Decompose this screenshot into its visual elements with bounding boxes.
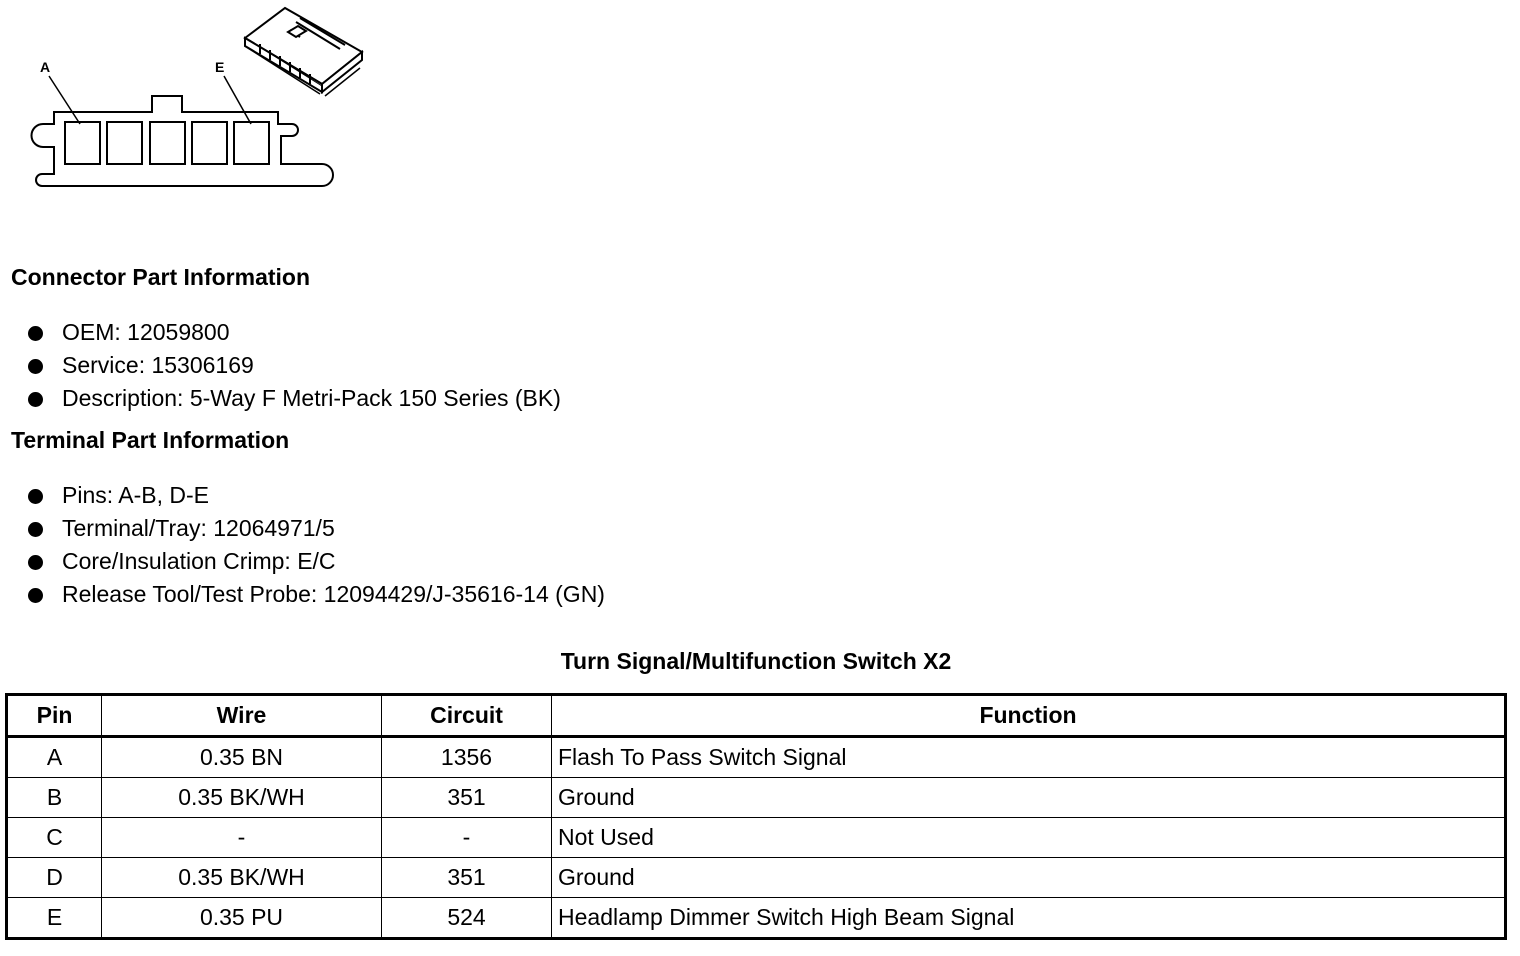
cell-circuit: - <box>382 818 552 858</box>
cell-wire: 0.35 PU <box>102 898 382 939</box>
table-row <box>7 778 1506 818</box>
bullet-icon <box>28 522 43 537</box>
list-item <box>28 545 605 578</box>
terminal-part-info-heading: Terminal Part Information <box>11 427 290 453</box>
pin-cavity-a <box>65 122 100 164</box>
cell-pin: E <box>7 898 102 939</box>
column-header-function: Function <box>552 695 1506 737</box>
cell-circuit: 351 <box>382 778 552 818</box>
list-item-text: OEM: 12059800 <box>62 319 230 345</box>
cell-function: Headlamp Dimmer Switch High Beam Signal <box>552 898 1506 939</box>
list-item <box>28 382 561 415</box>
table-header-row <box>7 695 1506 737</box>
bullet-icon <box>28 326 43 341</box>
cell-circuit: 351 <box>382 858 552 898</box>
table-title: Turn Signal/Multifunction Switch X2 <box>560 648 952 674</box>
list-item <box>28 316 561 349</box>
cell-function: Flash To Pass Switch Signal <box>552 737 1506 778</box>
cell-pin: A <box>7 737 102 778</box>
table-row <box>7 858 1506 898</box>
cell-circuit: 524 <box>382 898 552 939</box>
cell-function: Ground <box>552 858 1506 898</box>
cell-function: Not Used <box>552 818 1506 858</box>
terminal-part-info-list <box>28 479 605 611</box>
pin-cavity-c <box>150 122 185 164</box>
cell-wire: 0.35 BK/WH <box>102 858 382 898</box>
list-item <box>28 578 605 611</box>
connector-part-info-heading: Connector Part Information <box>11 264 311 290</box>
bullet-icon <box>28 359 43 374</box>
table-row <box>7 898 1506 939</box>
column-header-wire: Wire <box>102 695 382 737</box>
list-item <box>28 349 561 382</box>
cell-pin: D <box>7 858 102 898</box>
pin-label-a: A <box>40 59 51 75</box>
cell-wire: 0.35 BN <box>102 737 382 778</box>
column-header-pin: Pin <box>7 695 102 737</box>
cell-pin: C <box>7 818 102 858</box>
cell-function: Ground <box>552 778 1506 818</box>
connector-3d-illustration <box>245 8 362 96</box>
list-item <box>28 512 605 545</box>
table-row <box>7 737 1506 778</box>
connector-diagram <box>0 0 380 200</box>
cell-pin: B <box>7 778 102 818</box>
cell-circuit: 1356 <box>382 737 552 778</box>
table-row <box>7 818 1506 858</box>
pin-table <box>5 693 1507 940</box>
bullet-icon <box>28 555 43 570</box>
list-item-text: Description: 5-Way F Metri-Pack 150 Series (BK) <box>62 385 561 411</box>
connector-part-info-list <box>28 316 561 415</box>
pin-cavity-d <box>192 122 227 164</box>
list-item <box>28 479 605 512</box>
list-item-text: Release Tool/Test Probe: 12094429/J-35616-14 (GN) <box>62 581 605 607</box>
cell-wire: - <box>102 818 382 858</box>
list-item-text: Pins: A-B, D-E <box>62 482 209 508</box>
pin-cavity-e <box>234 122 269 164</box>
bullet-icon <box>28 392 43 407</box>
list-item-text: Service: 15306169 <box>62 352 254 378</box>
list-item-text: Terminal/Tray: 12064971/5 <box>62 515 335 541</box>
bullet-icon <box>28 588 43 603</box>
cell-wire: 0.35 BK/WH <box>102 778 382 818</box>
pin-label-e: E <box>215 59 225 75</box>
pin-cavities <box>65 122 269 164</box>
column-header-circuit: Circuit <box>382 695 552 737</box>
bullet-icon <box>28 489 43 504</box>
list-item-text: Core/Insulation Crimp: E/C <box>62 548 336 574</box>
pin-cavity-b <box>107 122 142 164</box>
